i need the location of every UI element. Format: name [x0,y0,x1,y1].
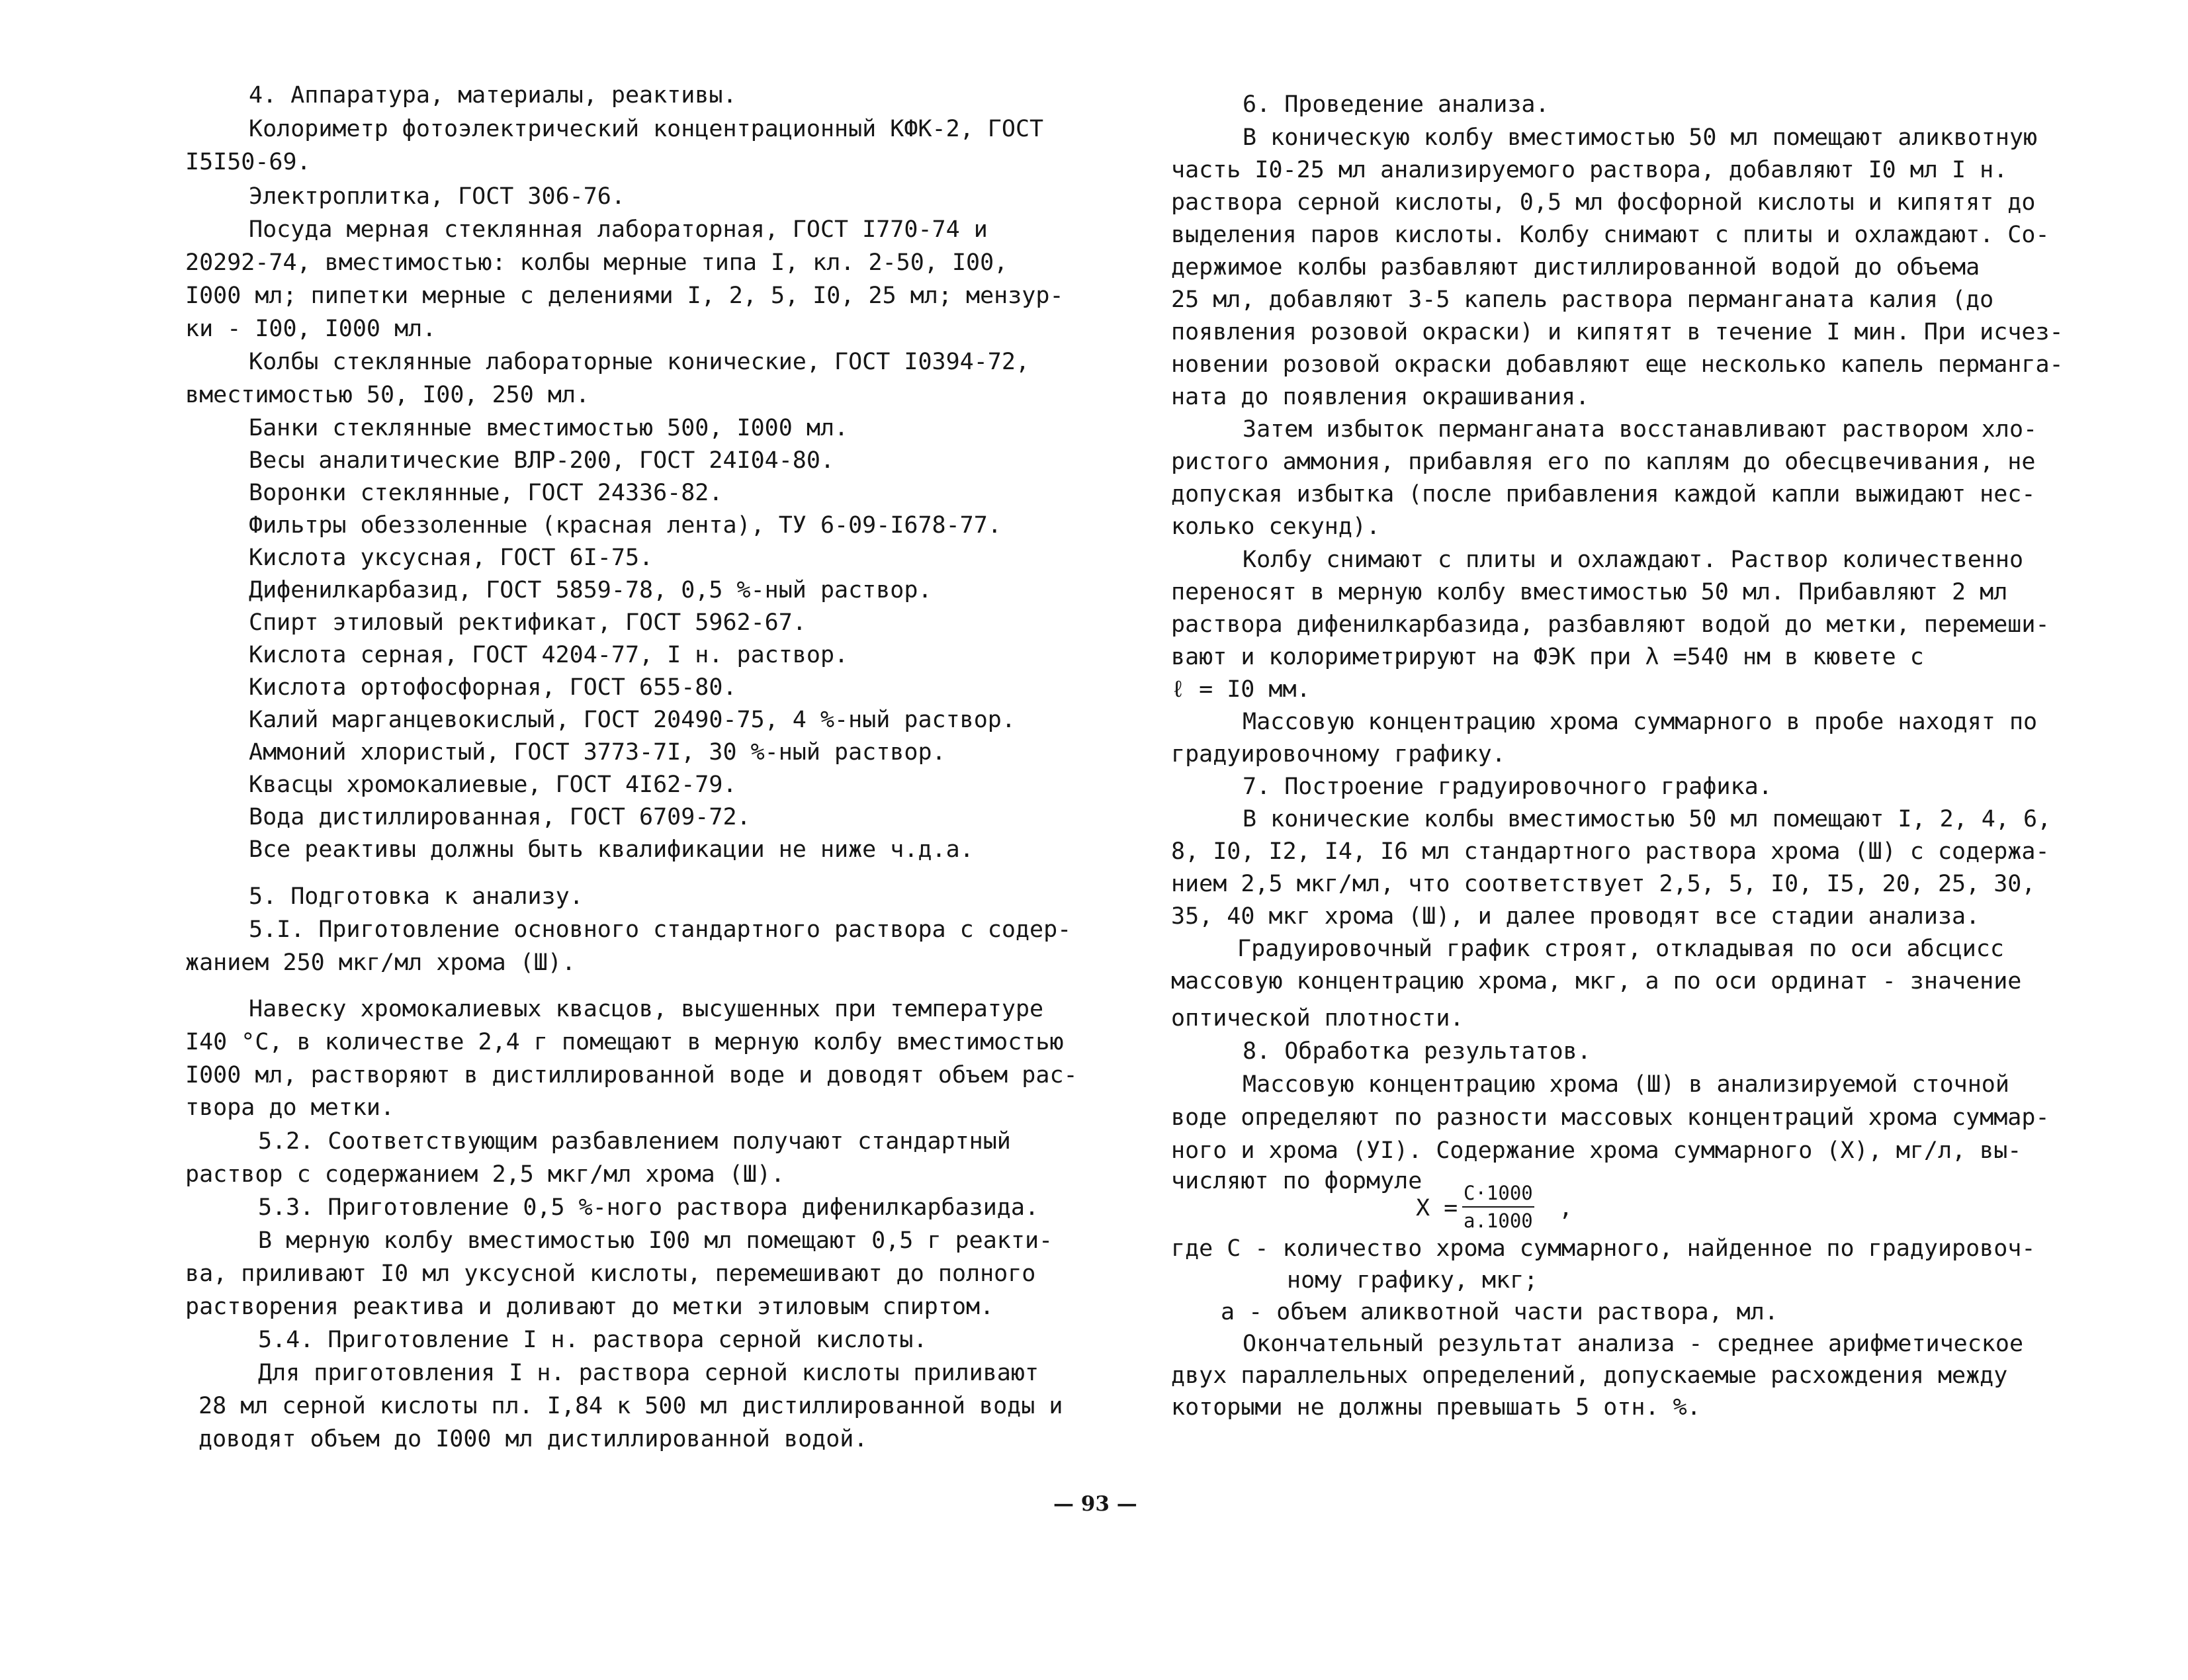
text-line: Посуда мерная стеклянная лабораторная, ГОСТ I770-74 и [249,216,988,243]
text-line: Квасцы хромокалиевые, ГОСТ 4I62-79. [249,772,737,798]
text-line: Воронки стеклянные, ГОСТ 24336-82. [249,480,723,506]
text-line: оптической плотности. [1171,1005,1464,1032]
text-line: I40 °С, в количестве 2,4 г помещают в мерную колбу вместимостью [185,1029,1064,1055]
text-line: колько секунд). [1171,513,1381,540]
text-line: двух параллельных определений, допускаемые расхождения между [1171,1362,2008,1389]
text-line: I000 мл; пипетки мерные с делениями I, 2, 5, I0, 25 мл; мензур- [185,283,1064,309]
section-heading: 5. Подготовка к анализу. [249,883,584,910]
text-line: Калий марганцевокислый, ГОСТ 20490-75, 4 %-ный раствор. [249,707,1016,733]
text-line: нием 2,5 мкг/мл, что соответствует 2,5, 5, I0, I5, 20, 25, 30, [1171,871,2036,897]
text-line: В конические колбы вместимостью 50 мл помещают I, 2, 4, 6, [1243,806,2052,832]
text-line: 5.I. Приготовление основного стандартного раствора с содер- [249,916,1072,943]
text-line: Окончательный результат анализа - среднее арифметическое [1243,1331,2024,1357]
formula-trail: , [1559,1195,1573,1221]
section-heading: 4. Аппаратура, материалы, реактивы. [249,82,737,109]
formula-fraction [1462,1180,1534,1234]
text-line: Кислота ортофосфорная, ГОСТ 655-80. [249,674,737,701]
text-line: Массовую концентрацию хрома (Ш) в анализируемой сточной [1243,1071,2009,1098]
text-line: которыми не должны превышать 5 отн. %. [1171,1394,1701,1421]
text-line: 25 мл, добавляют 3-5 капель раствора перманганата калия (до [1171,287,1994,313]
text-line: Фильтры обеззоленные (красная лента), ТУ 6-09-I678-77. [249,512,1002,539]
formula-lhs: Х = [1416,1195,1458,1221]
text-line: Затем избыток перманганата восстанавливают раствором хло- [1243,416,2038,443]
text-line: где С - количество хрома суммарного, найденное по градуировоч- [1171,1235,2036,1262]
text-line: В мерную колбу вместимостью I00 мл помещают 0,5 г реакти- [258,1227,1053,1254]
text-line: Массовую концентрацию хрома суммарного в пробе находят по [1243,709,2038,735]
text-line: 5.4. Приготовление I н. раствора серной кислоты. [258,1327,928,1353]
text-line: новении розовой окраски добавляют еще несколько капель перманга- [1171,351,2064,378]
text-line: переносят в мерную колбу вместимостью 50 мл. Прибавляют 2 мл [1171,579,2008,605]
text-line: 5.2. Соответствующим разбавлением получают стандартный [258,1128,1011,1155]
text-line: ки - I00, I000 мл. [185,316,437,342]
text-line: Весы аналитические ВЛР-200, ГОСТ 24I04-80. [249,447,835,474]
text-line: Колбу снимают с плиты и охлаждают. Раствор количественно [1243,547,2024,573]
section-heading: 7. Построение градуировочного графика. [1243,774,1772,800]
text-line: жанием 250 мкг/мл хрома (Ш). [185,950,576,976]
text-line: Кислота серная, ГОСТ 4204-77, I н. раствор. [249,642,849,668]
text-line: Банки стеклянные вместимостью 500, I000 мл. [249,415,849,441]
text-line: вместимостью 50, I00, 250 мл. [185,382,590,408]
text-line: допуская избытка (после прибавления каждой капли выжидают нес- [1171,481,2036,508]
text-line: Для приготовления I н. раствора серной кислоты приливают [258,1360,1039,1386]
text-line: 35, 40 мкг хрома (Ш), и далее проводят все стадии анализа. [1171,903,1980,930]
text-line: раствор с содержанием 2,5 мкг/мл хрома (Ш). [185,1161,785,1188]
text-line: ному графику, мкг; [1287,1267,1538,1294]
text-line: Градуировочный график строят, откладывая по оси абсцисс [1237,936,2004,962]
text-line: Электроплитка, ГОСТ 306-76. [249,183,625,210]
text-line: Навеску хромокалиевых квасцов, высушенных при температуре [249,996,1044,1022]
text-line: градуировочному графику. [1171,741,1506,768]
text-line: Аммоний хлористый, ГОСТ 3773-7I, 30 %-ный раствор. [249,739,946,766]
page-number: — 93 — [1053,1492,1137,1516]
text-line: ната до появления окрашивания. [1171,384,1590,410]
text-line: 20292-74, вместимостью: колбы мерные типа I, кл. 2-50, I00, [185,249,1008,276]
formula-denominator: а.1000 [1464,1210,1533,1232]
text-line: ного и хрома (УI). Содержание хрома суммарного (Х), мг/л, вы- [1171,1137,2022,1164]
text-line: раствора серной кислоты, 0,5 мл фосфорной кислоты и кипятят до [1171,189,2036,216]
text-line: числяют по формуле [1171,1168,1422,1194]
text-line: Спирт этиловый ректификат, ГОСТ 5962-67. [249,609,807,636]
formula-numerator: С·1000 [1462,1180,1534,1208]
text-line: растворения реактива и доливают до метки этиловым спиртом. [185,1294,994,1320]
text-line: держимое колбы разбавляют дистиллированной водой до объема [1171,254,1980,281]
text-line: доводят объем до I000 мл дистиллированной водой. [198,1426,868,1452]
text-line: массовую концентрацию хрома, мкг, а по оси ординат - значение [1171,968,2022,995]
text-line: вают и колориметрируют на ФЭК при λ =540 нм в кювете с [1171,644,1924,670]
text-line: В коническую колбу вместимостью 50 мл помещают аликвотную [1243,124,2038,151]
section-heading: 6. Проведение анализа. [1243,91,1550,118]
text-line: появления розовой окраски) и кипятят в течение I мин. При исчез- [1171,319,2064,345]
text-line: твора до метки. [185,1094,395,1121]
text-line: часть I0-25 мл анализируемого раствора, добавляют I0 мл I н. [1171,157,2008,183]
text-line: выделения паров кислоты. Колбу снимают с плиты и охлаждают. Со- [1171,222,2050,248]
text-line: воде определяют по разности массовых концентраций хрома суммар- [1171,1104,2050,1131]
text-line: ристого аммония, прибавляя его по каплям до обесцвечивания, не [1171,449,2036,475]
text-line: Колориметр фотоэлектрический концентрационный КФК-2, ГОСТ [249,116,1044,142]
text-line: Дифенилкарбазид, ГОСТ 5859-78, 0,5 %-ный раствор. [249,577,932,603]
text-line: 28 мл серной кислоты пл. I,84 к 500 мл дистиллированной воды и [198,1393,1063,1419]
text-line: Колбы стеклянные лабораторные конические, ГОСТ I0394-72, [249,349,1030,375]
section-heading: 8. Обработка результатов. [1243,1038,1591,1065]
text-line: ва, приливают I0 мл уксусной кислоты, перемешивают до полного [185,1260,1036,1287]
text-line: Все реактивы должны быть квалификации не ниже ч.д.а. [249,836,974,863]
text-line: а - объем аликвотной части раствора, мл. [1221,1299,1778,1325]
text-line: ℓ = I0 мм. [1171,676,1311,703]
text-line: 5.3. Приготовление 0,5 %-ного раствора дифенилкарбазида. [258,1194,1039,1221]
text-line: Кислота уксусная, ГОСТ 6I-75. [249,545,654,571]
text-line: 8, I0, I2, I4, I6 мл стандартного раствора хрома (Ш) с содержа- [1171,838,2050,865]
text-line: раствора дифенилкарбазида, разбавляют водой до метки, перемеши- [1171,611,2050,638]
text-line: I5I50-69. [185,149,311,175]
text-line: I000 мл, растворяют в дистиллированной воде и доводят объем рас- [185,1062,1078,1088]
text-line: Вода дистиллированная, ГОСТ 6709-72. [249,804,751,830]
